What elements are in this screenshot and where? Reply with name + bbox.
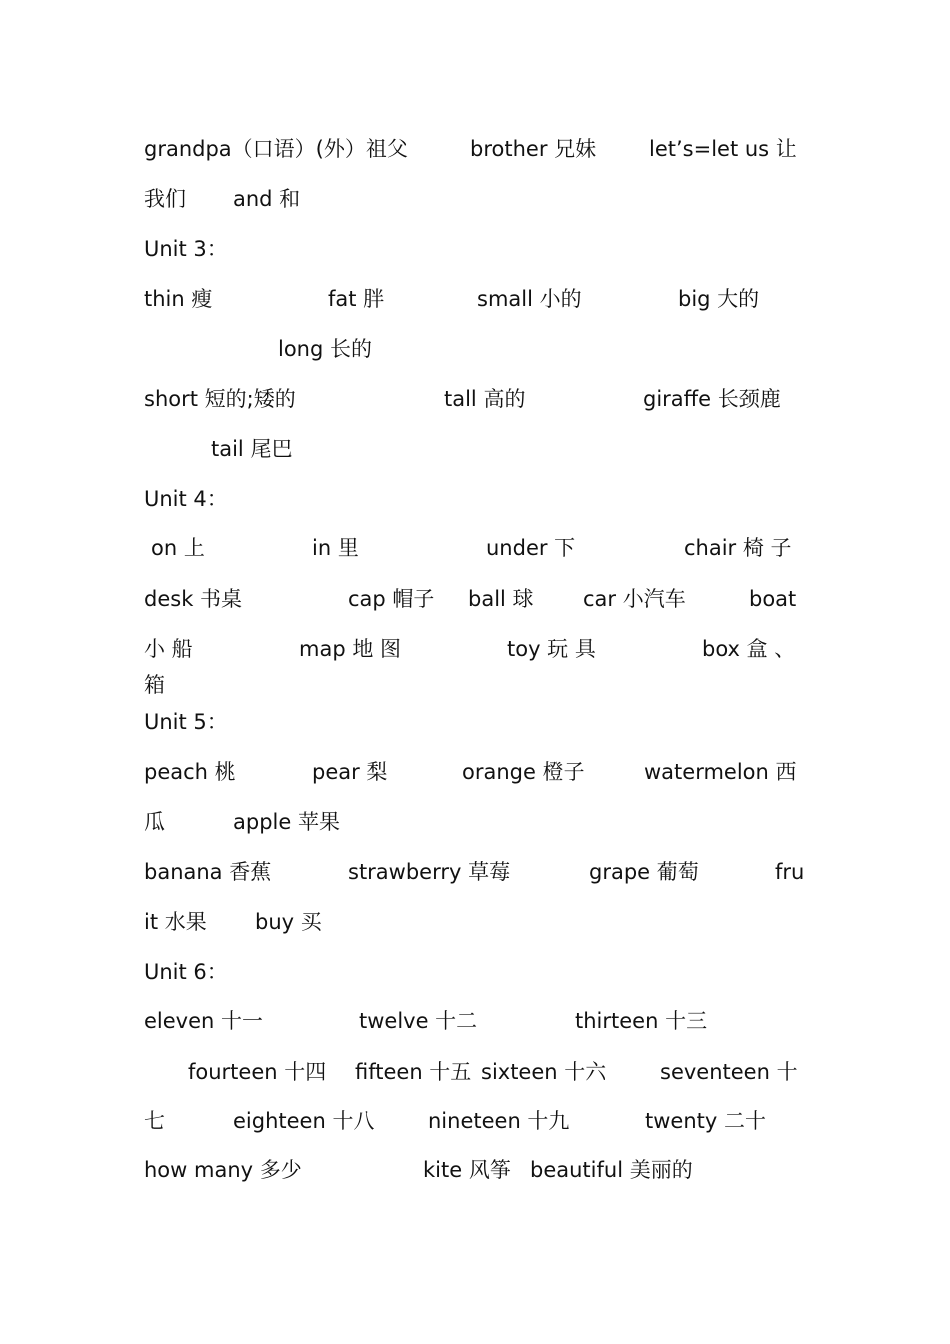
word-cap: cap 帽子: [348, 587, 435, 611]
unit-3-heading: Unit 3：: [144, 237, 228, 261]
word-banana: banana 香蕉: [144, 860, 272, 884]
word-car: car 小汽车: [583, 587, 686, 611]
word-in: in 里: [312, 536, 359, 560]
word-orange: orange 橙子: [462, 760, 585, 784]
word-on: on 上: [151, 536, 205, 560]
unit-4-heading: Unit 4：: [144, 487, 228, 511]
word-apple: apple 苹果: [233, 810, 340, 834]
word-desk: desk 书桌: [144, 587, 243, 611]
word-big: big 大的: [678, 287, 760, 311]
word-short: short 短的;矮的: [144, 387, 296, 411]
word-fruit-cont: it 水果: [144, 910, 207, 934]
word-kite: kite 风筝: [423, 1158, 511, 1182]
word-buy: buy 买: [255, 910, 322, 934]
word-eighteen: eighteen 十八: [233, 1109, 375, 1133]
word-beautiful: beautiful 美丽的: [530, 1158, 693, 1182]
word-map: map 地 图: [299, 637, 402, 661]
word-giraffe: giraffe 长颈鹿: [643, 387, 781, 411]
word-sixteen: sixteen 十六: [481, 1060, 607, 1084]
word-box-cont: 箱: [144, 673, 165, 697]
word-strawberry: strawberry 草莓: [348, 860, 511, 884]
word-twenty: twenty 二十: [645, 1109, 766, 1133]
word-fourteen: fourteen 十四: [188, 1060, 327, 1084]
word-lets-cont: 我们: [144, 187, 186, 211]
unit-5-heading: Unit 5：: [144, 710, 228, 734]
word-peach: peach 桃: [144, 760, 236, 784]
word-fat: fat 胖: [328, 287, 385, 311]
unit-6-heading: Unit 6：: [144, 960, 228, 984]
word-chair: chair 椅 子: [684, 536, 792, 560]
word-thin: thin 瘦: [144, 287, 213, 311]
word-lets: let’s=let us 让: [649, 137, 797, 161]
word-toy: toy 玩 具: [507, 637, 596, 661]
word-twelve: twelve 十二: [359, 1009, 478, 1033]
word-brother: brother 兄妹: [470, 137, 597, 161]
word-boat-cont: 小 船: [144, 637, 193, 661]
word-grape: grape 葡萄: [589, 860, 699, 884]
word-under: under 下: [486, 536, 576, 560]
word-fruit: fru: [775, 860, 805, 884]
word-tall: tall 高的: [444, 387, 526, 411]
word-seventeen-cont: 七: [144, 1109, 165, 1133]
word-boat: boat: [749, 587, 797, 611]
word-long: long 长的: [278, 337, 372, 361]
word-and: and 和: [233, 187, 301, 211]
word-eleven: eleven 十一: [144, 1009, 264, 1033]
word-how-many: how many 多少: [144, 1158, 302, 1182]
word-grandpa: grandpa（口语）(外）祖父: [144, 137, 408, 161]
word-tail: tail 尾巴: [211, 437, 293, 461]
word-box: box 盒 、: [702, 637, 796, 661]
word-watermelon: watermelon 西: [644, 760, 797, 784]
word-small: small 小的: [477, 287, 582, 311]
word-watermelon-cont: 瓜: [144, 810, 165, 834]
word-thirteen: thirteen 十三: [575, 1009, 708, 1033]
word-nineteen: nineteen 十九: [428, 1109, 570, 1133]
word-fifteen: fifteen 十五: [355, 1060, 472, 1084]
word-ball: ball 球: [468, 587, 534, 611]
word-seventeen: seventeen 十: [660, 1060, 798, 1084]
word-pear: pear 梨: [312, 760, 388, 784]
